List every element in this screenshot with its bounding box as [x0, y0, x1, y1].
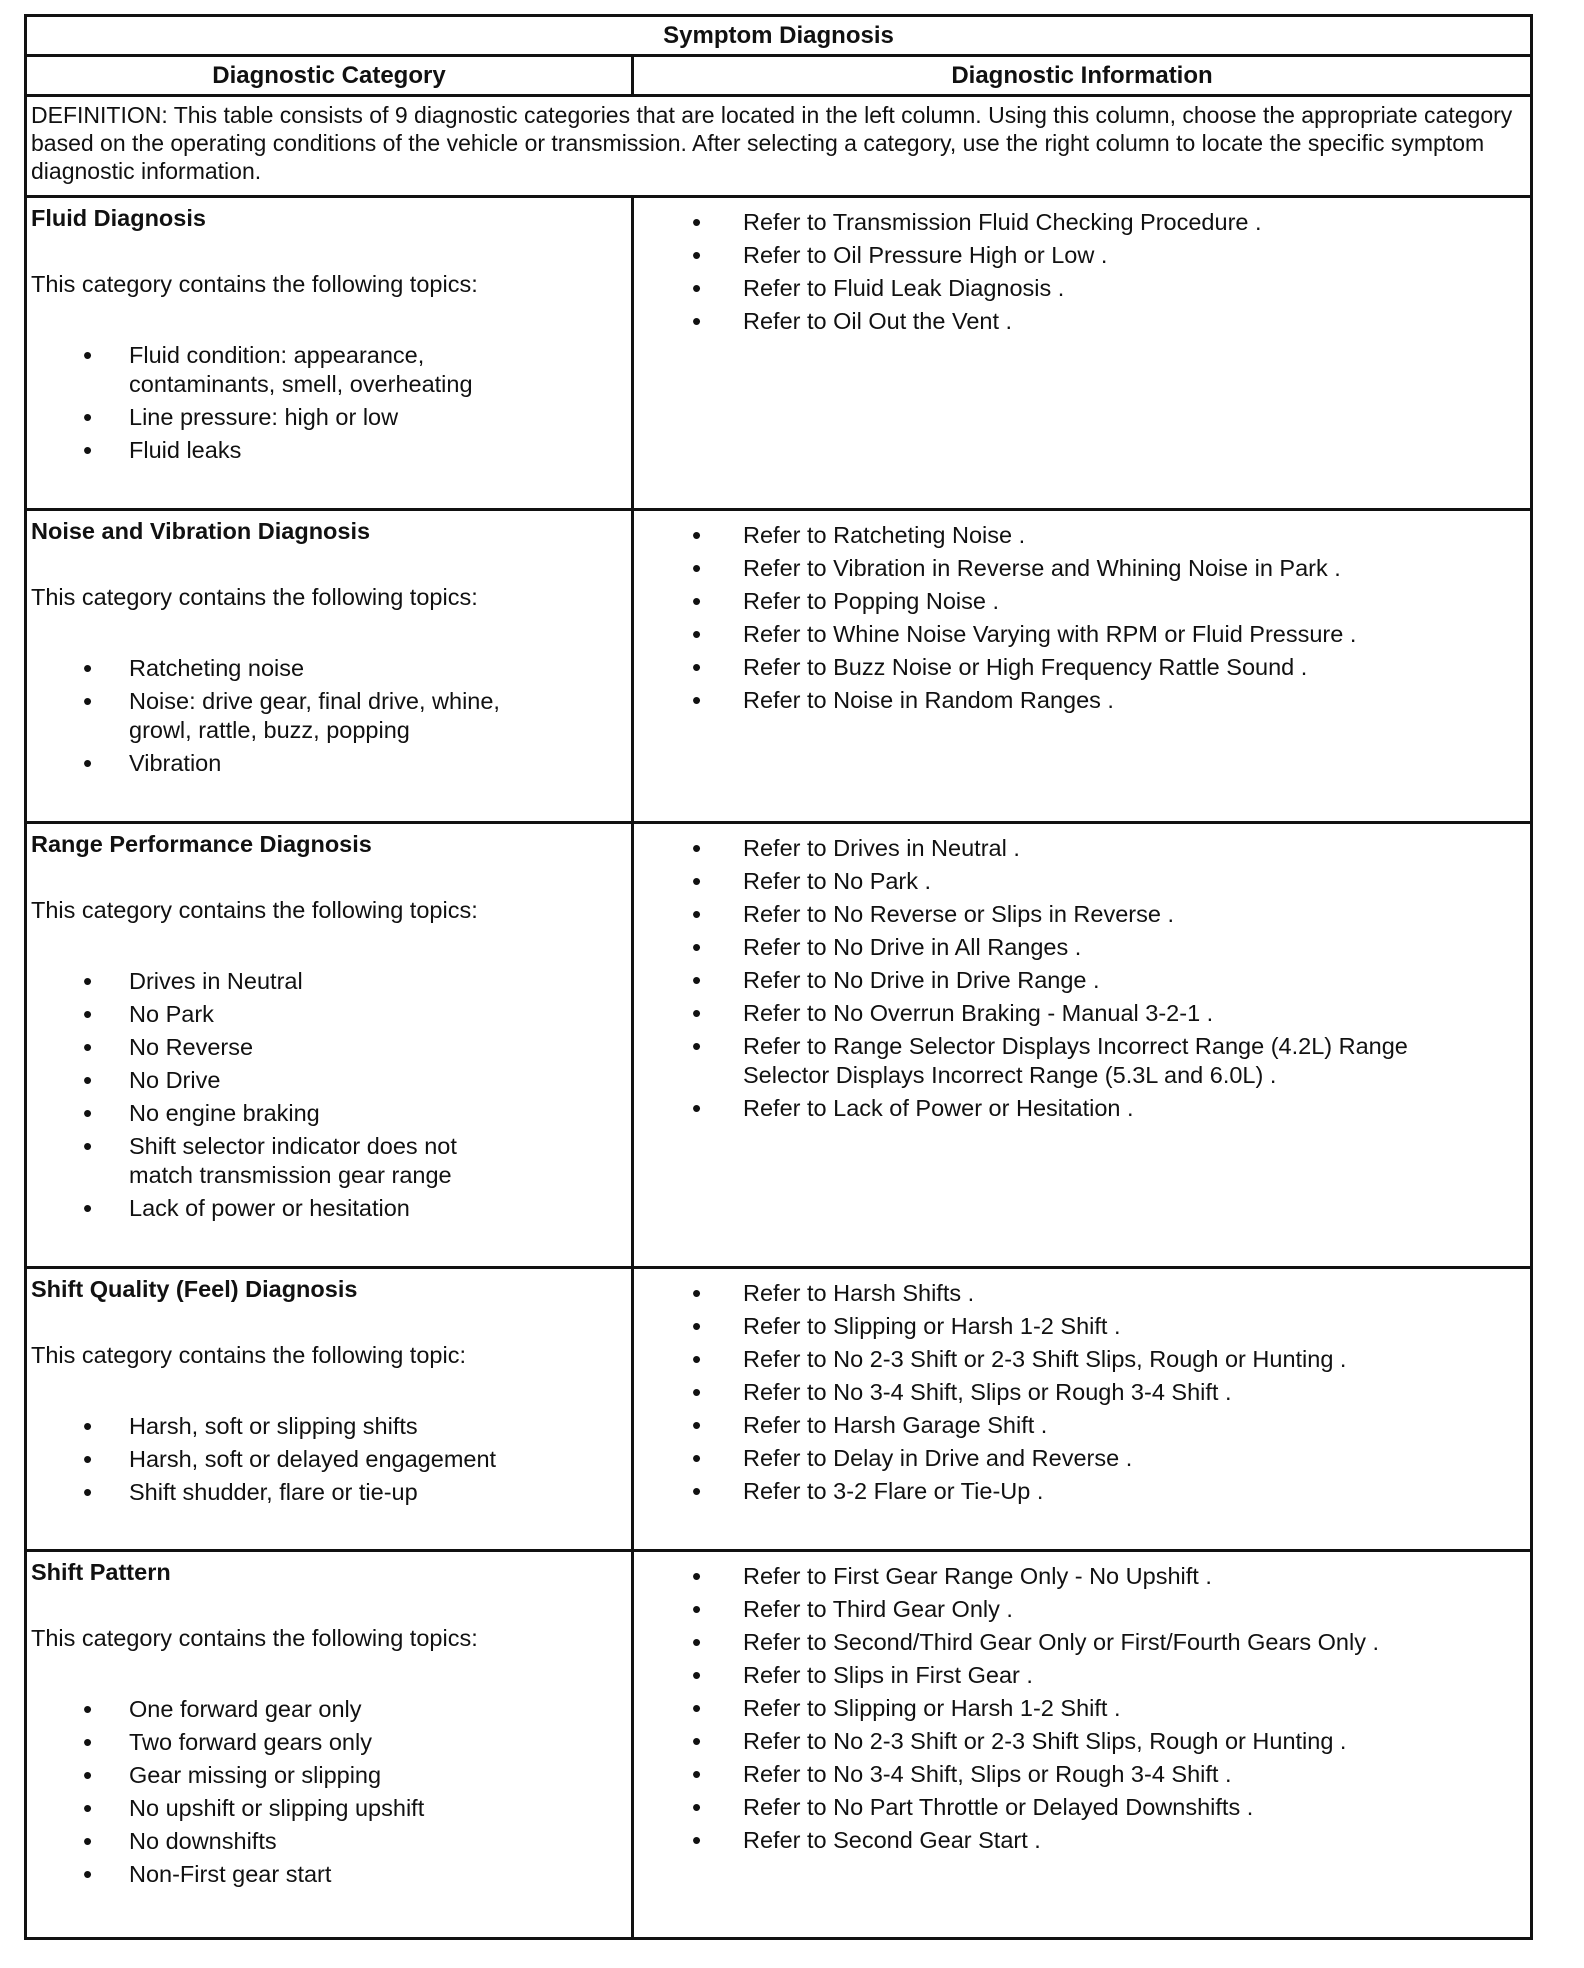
topic-item: • No downshifts — [31, 1827, 519, 1856]
information-item: • Refer to Oil Pressure High or Low . — [638, 241, 1524, 270]
information-item: • Refer to Fluid Leak Diagnosis . — [638, 274, 1524, 303]
topic-item: • Two forward gears only — [31, 1728, 519, 1757]
information-item: • Refer to Second Gear Start . — [638, 1826, 1524, 1855]
topic-item: • Line pressure: high or low — [31, 403, 519, 432]
information-item: • Refer to Slipping or Harsh 1-2 Shift . — [638, 1694, 1524, 1723]
category-intro: This category contains the following topics: — [31, 1625, 478, 1651]
topic-list — [31, 341, 625, 465]
table-title: Symptom Diagnosis — [26, 16, 1532, 56]
information-item: • Refer to Drives in Neutral . — [638, 834, 1524, 863]
information-item: • Refer to Lack of Power or Hesitation . — [638, 1094, 1524, 1123]
information-cell — [633, 1551, 1532, 1939]
information-item: • Refer to No Overrun Braking - Manual 3-2-1 . — [638, 999, 1524, 1028]
information-cell — [633, 823, 1532, 1268]
topic-item: • Shift shudder, flare or tie-up — [31, 1478, 519, 1507]
column-header-category: Diagnostic Category — [26, 56, 633, 96]
topic-item: • Shift selector indicator does not match transmission gear range — [31, 1132, 519, 1190]
topic-item: • Fluid condition: appearance, contaminants, smell, overheating — [31, 341, 519, 399]
category-row — [26, 1268, 1532, 1551]
information-item: • Refer to Vibration in Reverse and Whining Noise in Park . — [638, 554, 1524, 583]
information-item: • Refer to No 3-4 Shift, Slips or Rough 3-4 Shift . — [638, 1378, 1524, 1407]
information-item: • Refer to No 2-3 Shift or 2-3 Shift Slips, Rough or Hunting . — [638, 1345, 1524, 1374]
information-list — [638, 1279, 1524, 1506]
information-item: • Refer to Oil Out the Vent . — [638, 307, 1524, 336]
topic-list — [31, 967, 625, 1223]
topic-item: • Lack of power or hesitation — [31, 1194, 519, 1223]
category-cell — [26, 823, 633, 1268]
topic-item: • Drives in Neutral — [31, 967, 519, 996]
information-item: • Refer to Noise in Random Ranges . — [638, 686, 1524, 715]
category-intro: This category contains the following topic: — [31, 1342, 466, 1368]
topic-item: • Harsh, soft or delayed engagement — [31, 1445, 519, 1474]
category-title: Fluid Diagnosis — [31, 205, 206, 231]
information-item: • Refer to Third Gear Only . — [638, 1595, 1524, 1624]
category-title: Noise and Vibration Diagnosis — [31, 518, 371, 544]
category-intro: This category contains the following topics: — [31, 584, 478, 610]
category-title: Shift Quality (Feel) Diagnosis — [31, 1276, 358, 1302]
category-cell — [26, 510, 633, 823]
topic-item: • No engine braking — [31, 1099, 519, 1128]
category-title: Shift Pattern — [31, 1559, 171, 1585]
information-cell — [633, 1268, 1532, 1551]
category-row — [26, 823, 1532, 1268]
topic-item: • No Reverse — [31, 1033, 519, 1062]
definition-text: DEFINITION: This table consists of 9 diagnostic categories that are located in the left column. Using this column, choose the appropriate category based on the operating conditions of the vehicle or transmission. After selecting a category, use the right column to locate the specific symptom diagnostic information. — [26, 96, 1532, 197]
topic-item: • Gear missing or slipping — [31, 1761, 519, 1790]
information-item: • Refer to No Reverse or Slips in Reverse . — [638, 900, 1524, 929]
information-item: • Refer to No 2-3 Shift or 2-3 Shift Slips, Rough or Hunting . — [638, 1727, 1524, 1756]
topic-list — [31, 654, 625, 778]
category-row — [26, 510, 1532, 823]
topic-list — [31, 1412, 625, 1507]
topic-item: • One forward gear only — [31, 1695, 519, 1724]
information-item: • Refer to 3-2 Flare or Tie-Up . — [638, 1477, 1524, 1506]
symptom-diagnosis-table — [24, 14, 1533, 1940]
information-item: • Refer to Harsh Garage Shift . — [638, 1411, 1524, 1440]
category-intro: This category contains the following topics: — [31, 271, 478, 297]
category-title: Range Performance Diagnosis — [31, 831, 372, 857]
information-item: • Refer to Whine Noise Varying with RPM or Fluid Pressure . — [638, 620, 1524, 649]
category-intro: This category contains the following topics: — [31, 897, 478, 923]
information-item: • Refer to Transmission Fluid Checking Procedure . — [638, 208, 1524, 237]
information-item: • Refer to Delay in Drive and Reverse . — [638, 1444, 1524, 1473]
category-cell — [26, 1551, 633, 1939]
topic-item: • Ratcheting noise — [31, 654, 519, 683]
information-item: • Refer to Harsh Shifts . — [638, 1279, 1524, 1308]
category-cell — [26, 1268, 633, 1551]
topic-item: • Harsh, soft or slipping shifts — [31, 1412, 519, 1441]
topic-item: • No Drive — [31, 1066, 519, 1095]
category-cell — [26, 197, 633, 510]
column-header-information: Diagnostic Information — [633, 56, 1532, 96]
information-item: • Refer to No Drive in All Ranges . — [638, 933, 1524, 962]
information-item: • Refer to Buzz Noise or High Frequency Rattle Sound . — [638, 653, 1524, 682]
topic-item: • Vibration — [31, 749, 519, 778]
topic-list — [31, 1695, 625, 1889]
topic-item: • No upshift or slipping upshift — [31, 1794, 519, 1823]
information-list — [638, 208, 1524, 336]
information-item: • Refer to Slips in First Gear . — [638, 1661, 1524, 1690]
topic-item: • Noise: drive gear, final drive, whine, growl, rattle, buzz, popping — [31, 687, 519, 745]
information-list — [638, 521, 1524, 715]
information-item: • Refer to Ratcheting Noise . — [638, 521, 1524, 550]
information-item: • Refer to Second/Third Gear Only or First/Fourth Gears Only . — [638, 1628, 1524, 1657]
information-item: • Refer to Range Selector Displays Incorrect Range (4.2L) Range Selector Displays Incorrect Range (5.3L and 6.0L) . — [638, 1032, 1524, 1090]
topic-item: • Fluid leaks — [31, 436, 519, 465]
information-item: • Refer to Slipping or Harsh 1-2 Shift . — [638, 1312, 1524, 1341]
category-row — [26, 1551, 1532, 1939]
information-cell — [633, 510, 1532, 823]
information-list — [638, 834, 1524, 1123]
information-cell — [633, 197, 1532, 510]
information-item: • Refer to No Park . — [638, 867, 1524, 896]
topic-item: • Non-First gear start — [31, 1860, 519, 1889]
information-list — [638, 1562, 1524, 1855]
information-item: • Refer to Popping Noise . — [638, 587, 1524, 616]
information-item: • Refer to First Gear Range Only - No Upshift . — [638, 1562, 1524, 1591]
information-item: • Refer to No Drive in Drive Range . — [638, 966, 1524, 995]
information-item: • Refer to No Part Throttle or Delayed Downshifts . — [638, 1793, 1524, 1822]
information-item: • Refer to No 3-4 Shift, Slips or Rough 3-4 Shift . — [638, 1760, 1524, 1789]
category-row — [26, 197, 1532, 510]
topic-item: • No Park — [31, 1000, 519, 1029]
